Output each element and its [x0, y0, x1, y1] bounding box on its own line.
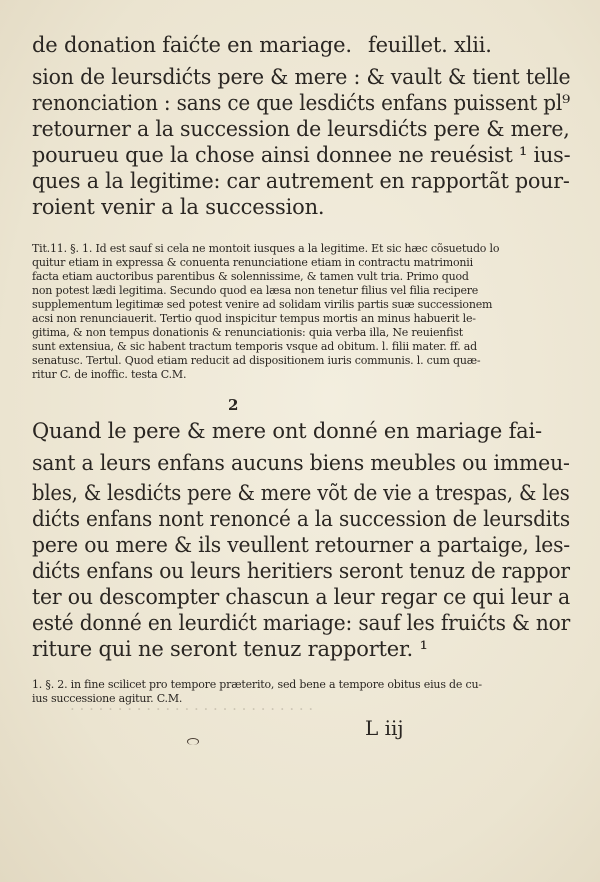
text-line: pere ou mere & ils veullent retourner a partaige, les- [32, 533, 570, 557]
note-line: ius successione agitur. C.M. [32, 692, 183, 705]
text-line: Quand le pere & mere ont donné en mariage fai- [32, 419, 542, 443]
note-line: acsi non renunciauerit. Tertio quod inspicitur tempus mortis an minus habuerit le- [32, 312, 476, 325]
running-title: de donation faićte en mariage. [32, 33, 352, 57]
note-line: Tit.11. §. 1. Id est sauf si cela ne montoit iusques a la legitime. Et sic hæc cõsuetudo lo [32, 242, 500, 255]
text-line: sant a leurs enfans aucuns biens meubles ou immeu- [32, 451, 570, 475]
note-line: non potest lædi legitima. Secundo quod ea læsa non tenetur filius vel filia recipere [32, 284, 479, 297]
note-line: 1. §. 2. in fine scilicet pro tempore præterito, sed bene a tempore obitus eius de cu- [32, 678, 482, 691]
text-line: dićts enfans nont renoncé a la succession de leursdits [32, 507, 570, 531]
text-line: sion de leursdićts pere & mere : & vault & tient telle [32, 65, 571, 89]
text-line: esté donné en leurdićt mariage: sauf les fruićts & nor [32, 611, 571, 635]
text-line: ques a la legitime: car autrement en rapportãt pour- [32, 169, 570, 193]
show-through-ink: · · · · · · · · · · · · · · · · · · · · · · · · · · [70, 700, 314, 718]
signature-mark: L iij [365, 716, 404, 740]
note-line: ritur C. de inoffic. testa C.M. [32, 368, 187, 381]
folio-number: feuillet. xlii. [368, 33, 492, 57]
text-line: ter ou descompter chascun a leur regar ce qui leur a [32, 585, 570, 609]
text-line: bles, & lesdićts pere & mere võt de vie a trespas, & les [32, 481, 570, 505]
note-line: quitur etiam in expressa & conuenta renunciatione etiam in contractu matrimonii [32, 256, 473, 269]
note-line: facta etiam auctoribus parentibus & solennissime, & tamen vult tria. Primo quod [32, 270, 469, 283]
section-number: 2 [228, 396, 239, 414]
ink-smudge [187, 738, 199, 745]
text-line: roient venir a la succession. [32, 195, 325, 219]
text-line: dićts enfans ou leurs heritiers seront tenuz de rappor [32, 559, 570, 583]
text-line: retourner a la succession de leursdićts pere & mere, [32, 117, 570, 141]
text-line: renonciation : sans ce que lesdićts enfans puissent pl⁹ [32, 91, 570, 115]
note-line: supplementum legitimæ sed potest venire ad solidam virilis partis suæ successionem [32, 298, 493, 311]
note-line: sunt extensiua, & sic habent tractum temporis vsque ad obitum. l. filii mater. ff. ad [32, 340, 477, 353]
note-line: senatusc. Tertul. Quod etiam reducit ad dispositionem iuris communis. l. cum quæ- [32, 354, 481, 367]
text-line: pourueu que la chose ainsi donnee ne reuésist ¹ ius- [32, 143, 571, 167]
text-line: riture qui ne seront tenuz rapporter. ¹ [32, 637, 428, 661]
note-line: gitima, & non tempus donationis & renunciationis: quia verba illa, Ne reuienfist [32, 326, 463, 339]
